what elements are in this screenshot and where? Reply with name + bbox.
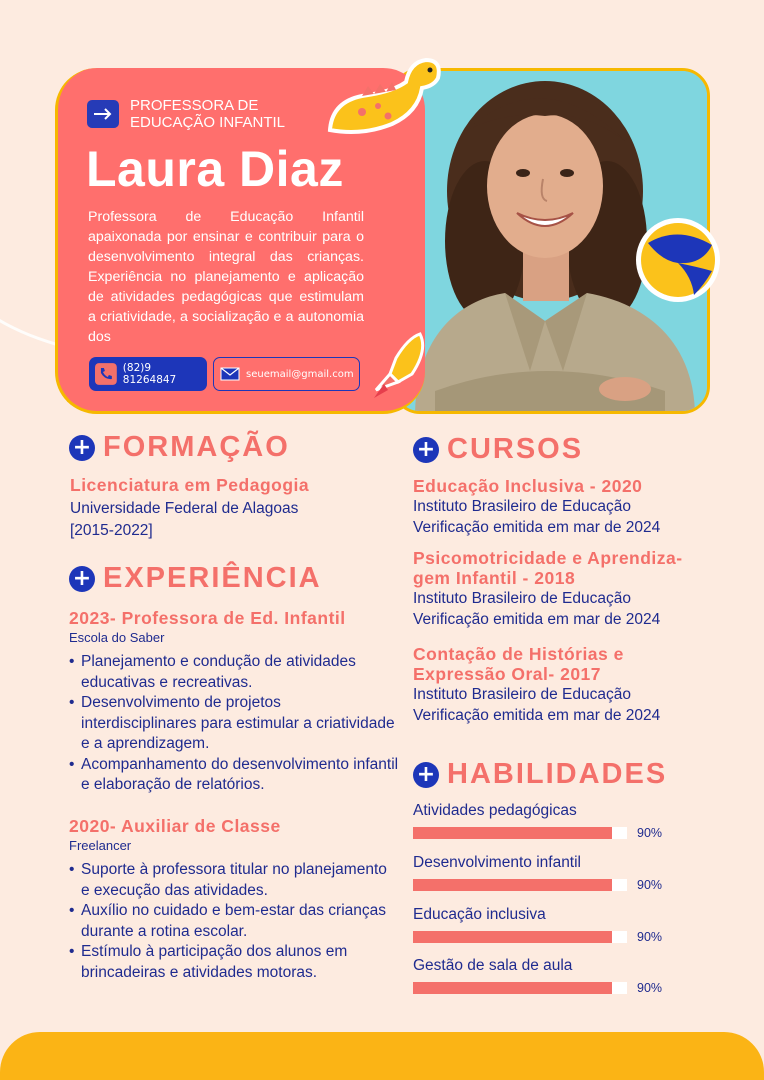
- skill-item: [413, 906, 673, 944]
- footer-band: [0, 1032, 764, 1080]
- institution: Universidade Federal de Alagoas: [70, 500, 299, 517]
- list-item: • Acompanhamento do desenvolvimento infantil e elaboração de relatórios.: [69, 755, 399, 796]
- plus-icon: +: [69, 435, 95, 461]
- period: [2015-2022]: [70, 522, 153, 539]
- skill-label: Atividades pedagógicas: [413, 802, 577, 819]
- list-item: • Suporte à professora titular no planejamento e execução das atividades.: [69, 860, 399, 901]
- degree: Licenciatura em Pedagogia: [70, 475, 310, 495]
- arrow-right-icon: [87, 100, 119, 128]
- course-note: Verificação emitida em mar de 2024: [413, 519, 661, 536]
- course-name: Psicomotricidade e Aprendiza-gem Infantil - 2018: [413, 548, 683, 588]
- ball-sticker-icon: [632, 215, 724, 305]
- plus-icon: +: [69, 566, 95, 592]
- skill-label: Gestão de sala de aula: [413, 957, 573, 974]
- email-button[interactable]: [213, 357, 360, 391]
- phone-number: (82)9 81264847: [122, 362, 177, 386]
- list-item: • Planejamento e condução de atividades educativas e recreativas.: [69, 652, 399, 693]
- plus-icon: +: [413, 437, 439, 463]
- list-item: • Desenvolvimento de projetos interdisciplinares para estimular a criatividade e a aprendizagem.: [69, 693, 399, 755]
- course-name: Educação Inclusiva - 2020: [413, 476, 643, 496]
- skill-label: Desenvolvimento infantil: [413, 854, 582, 871]
- course-entry: [413, 476, 703, 538]
- skill-percent: 90%: [637, 878, 663, 892]
- course-name: Contação de Histórias e Expressão Oral- 2017: [413, 644, 624, 684]
- skill-bar-fill: [413, 931, 612, 943]
- skill-bar: [413, 879, 627, 891]
- skill-item: [413, 854, 673, 892]
- list-item: • Estímulo à participação dos alunos em brincadeiras e atividades motoras.: [69, 942, 399, 983]
- cursos-heading: + CURSOS: [413, 433, 583, 466]
- list-item: • Auxílio no cuidado e bem-estar das crianças durante a rotina escolar.: [69, 901, 399, 942]
- skill-percent: 90%: [637, 930, 663, 944]
- dinosaur-sticker-icon: [322, 52, 444, 142]
- course-note: Verificação emitida em mar de 2024: [413, 611, 661, 628]
- phone-icon: [95, 363, 117, 385]
- course-institution: Instituto Brasileiro de Educação: [413, 590, 631, 607]
- habilidades-heading: + HABILIDADES: [413, 758, 667, 791]
- job-org: Freelancer: [69, 838, 132, 853]
- person-name: Laura Diaz: [86, 141, 344, 197]
- skill-bar-fill: [413, 827, 612, 839]
- course-entry: [413, 644, 703, 726]
- skill-percent: 90%: [637, 981, 663, 995]
- skill-item: [413, 957, 673, 995]
- email-address: seuemail@gmail.com: [246, 368, 354, 380]
- skill-bar: [413, 931, 627, 943]
- skill-item: [413, 802, 673, 840]
- job-entry: [69, 608, 399, 796]
- phone-button[interactable]: [89, 357, 207, 391]
- course-note: Verificação emitida em mar de 2024: [413, 707, 661, 724]
- job-title: PROFESSORA DE EDUCAÇÃO INFANTIL: [130, 97, 286, 131]
- skill-bar-fill: [413, 982, 612, 994]
- envelope-icon: [220, 367, 240, 381]
- course-institution: Instituto Brasileiro de Educação: [413, 686, 631, 703]
- rocket-sticker-icon: [370, 330, 430, 402]
- course-entry: [413, 548, 703, 630]
- formacao-heading: + FORMAÇÃO: [69, 431, 290, 464]
- job-role: 2023- Professora de Ed. Infantil: [69, 608, 346, 628]
- skill-percent: 90%: [637, 826, 663, 840]
- profile-summary: Professora de Educação Infantil apaixonada por ensinar e contribuir para o desenvolvimento integral das crianças. Experiência no planejamento e aplicação de atividades pedagógicas que estimulam a criatividade, a socialização e a autonomia dos: [88, 209, 364, 345]
- skill-bar: [413, 982, 627, 994]
- job-org: Escola do Saber: [69, 630, 165, 645]
- plus-icon: +: [413, 762, 439, 788]
- skill-bar: [413, 827, 627, 839]
- skill-bar-fill: [413, 879, 612, 891]
- skill-label: Educação inclusiva: [413, 906, 546, 923]
- course-institution: Instituto Brasileiro de Educação: [413, 498, 631, 515]
- job-role: 2020- Auxiliar de Classe: [69, 816, 281, 836]
- experiencia-heading: + EXPERIÊNCIA: [69, 562, 322, 595]
- job-entry: [69, 816, 399, 983]
